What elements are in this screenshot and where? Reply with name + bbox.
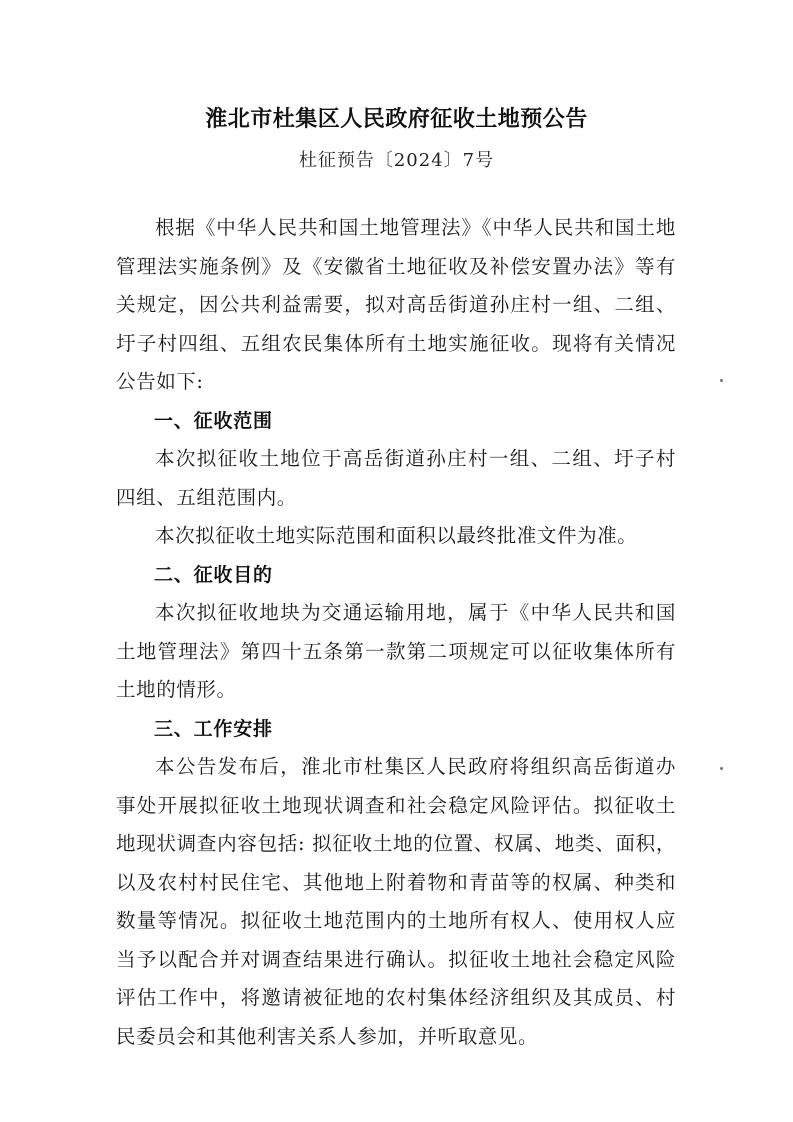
- page-title: 淮北市杜集区人民政府征收土地预公告: [205, 107, 588, 132]
- scope-paragraph-1: 本次拟征收土地位于高岳街道孙庄村一组、二组、圩子村四组、五组范围内。: [116, 447, 676, 509]
- scan-mark: [720, 767, 723, 770]
- scope-paragraph-2: 本次拟征收土地实际范围和面积以最终批准文件为准。: [155, 524, 638, 547]
- intro-paragraph: 根据《中华人民共和国土地管理法》《中华人民共和国土地管理法实施条例》及《安徽省土地征收及补偿安置办法》等有关规定，因公共利益需要，拟对高岳街道孙庄村一组、二组、圩子村四组、五组农民集体所有土地实施征收。现将有关情况公告如下:: [116, 216, 676, 393]
- section-heading-scope: 一、征收范围: [154, 409, 273, 432]
- document-number: 杜征预告〔2024〕7号: [298, 150, 495, 171]
- section-heading-arrangement: 三、工作安排: [154, 717, 273, 740]
- arrangement-paragraph: 本公告发布后，淮北市杜集区人民政府将组织高岳街道办事处开展拟征收土地现状调查和社会稳定风险评估。拟征收土地现状调查内容包括: 拟征收土地的位置、权属、地类、面积，以及农村村民住宅、其他地上附着物和青苗等的权属、种类和数量等情况。拟征收土地范围内的土地所有权人、使用权人应当予以配合并对调查结果进行确认。拟征收土地社会稳定风险评估工作中，将邀请被征地的农村集体经济组织及其成员、村民委员会和其他利害关系人参加，并听取意见。: [116, 755, 676, 1048]
- section-heading-purpose: 二、征收目的: [154, 563, 273, 586]
- purpose-paragraph: 本次拟征收地块为交通运输用地，属于《中华人民共和国土地管理法》第四十五条第一款第二项规定可以征收集体所有土地的情形。: [116, 601, 676, 701]
- scan-mark: [720, 379, 723, 382]
- document-body: [116, 209, 676, 1056]
